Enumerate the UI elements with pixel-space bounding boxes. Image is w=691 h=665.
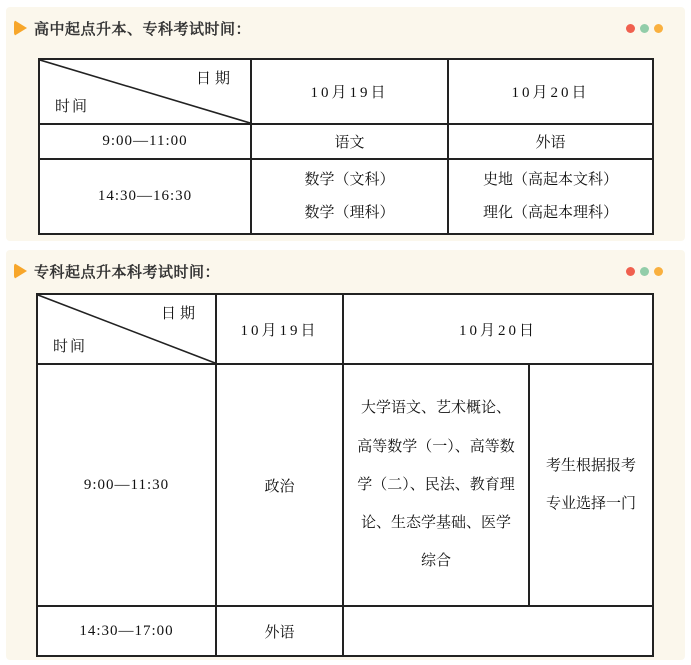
subject-cell: 语文 xyxy=(251,124,448,159)
column-header-oct19: 10月19日 xyxy=(216,294,343,364)
exam-table-college-entry xyxy=(36,293,654,657)
subject-line: 理化（高起本理科） xyxy=(482,204,618,221)
orange-dot-icon xyxy=(654,267,663,276)
subject-cell: 外语 xyxy=(216,606,343,656)
orange-dot-icon xyxy=(654,24,663,33)
subject-cell xyxy=(448,159,653,234)
date-label: 日期 xyxy=(160,306,199,322)
table-row xyxy=(37,364,653,606)
column-header-oct19: 10月19日 xyxy=(251,59,448,124)
time-slot-cell: 14:30—17:00 xyxy=(37,606,216,656)
red-dot-icon xyxy=(626,24,635,33)
subject-line: 数学（文科） xyxy=(304,171,395,188)
subject-line: 数学（理科） xyxy=(304,204,395,221)
corner-cell-date-time xyxy=(39,59,251,124)
corner-cell-date-time xyxy=(37,294,216,364)
time-slot-cell: 14:30—16:30 xyxy=(39,159,251,234)
time-slot-cell: 9:00—11:00 xyxy=(39,124,251,159)
decoration-dots xyxy=(626,267,663,276)
section-title: 高中起点升本、专科考试时间： xyxy=(34,20,252,38)
table-row xyxy=(37,606,653,656)
red-dot-icon xyxy=(626,267,635,276)
table-header-row xyxy=(37,294,653,364)
section-header xyxy=(6,250,685,282)
exam-table-highschool-entry xyxy=(38,58,654,235)
time-slot-cell: 9:00—11:30 xyxy=(37,364,216,606)
green-dot-icon xyxy=(640,267,649,276)
elective-subjects-cell: 大学语文、艺术概论、高等数学（一）、高等数学（二）、民法、教育理论、生态学基础、医学综合 xyxy=(343,364,529,606)
subject-cell: 政治 xyxy=(216,364,343,606)
triangle-bullet-icon xyxy=(14,20,27,36)
table-row xyxy=(39,124,653,159)
triangle-bullet-icon xyxy=(14,263,27,279)
decoration-dots xyxy=(626,24,663,33)
column-header-oct20: 10月20日 xyxy=(343,294,653,364)
table-row xyxy=(39,159,653,234)
subject-cell: 外语 xyxy=(448,124,653,159)
empty-cell xyxy=(343,606,653,656)
section-title: 专科起点升本科考试时间： xyxy=(34,263,221,281)
column-header-oct20: 10月20日 xyxy=(448,59,653,124)
date-label: 日期 xyxy=(195,71,234,87)
subject-cell xyxy=(251,159,448,234)
time-label: 时间 xyxy=(55,99,90,115)
green-dot-icon xyxy=(640,24,649,33)
time-label: 时间 xyxy=(53,339,88,355)
table-header-row xyxy=(39,59,653,124)
subject-line: 史地（高起本文科） xyxy=(482,171,618,188)
elective-note-cell: 考生根据报考专业选择一门 xyxy=(529,364,653,606)
section-header xyxy=(6,7,685,39)
